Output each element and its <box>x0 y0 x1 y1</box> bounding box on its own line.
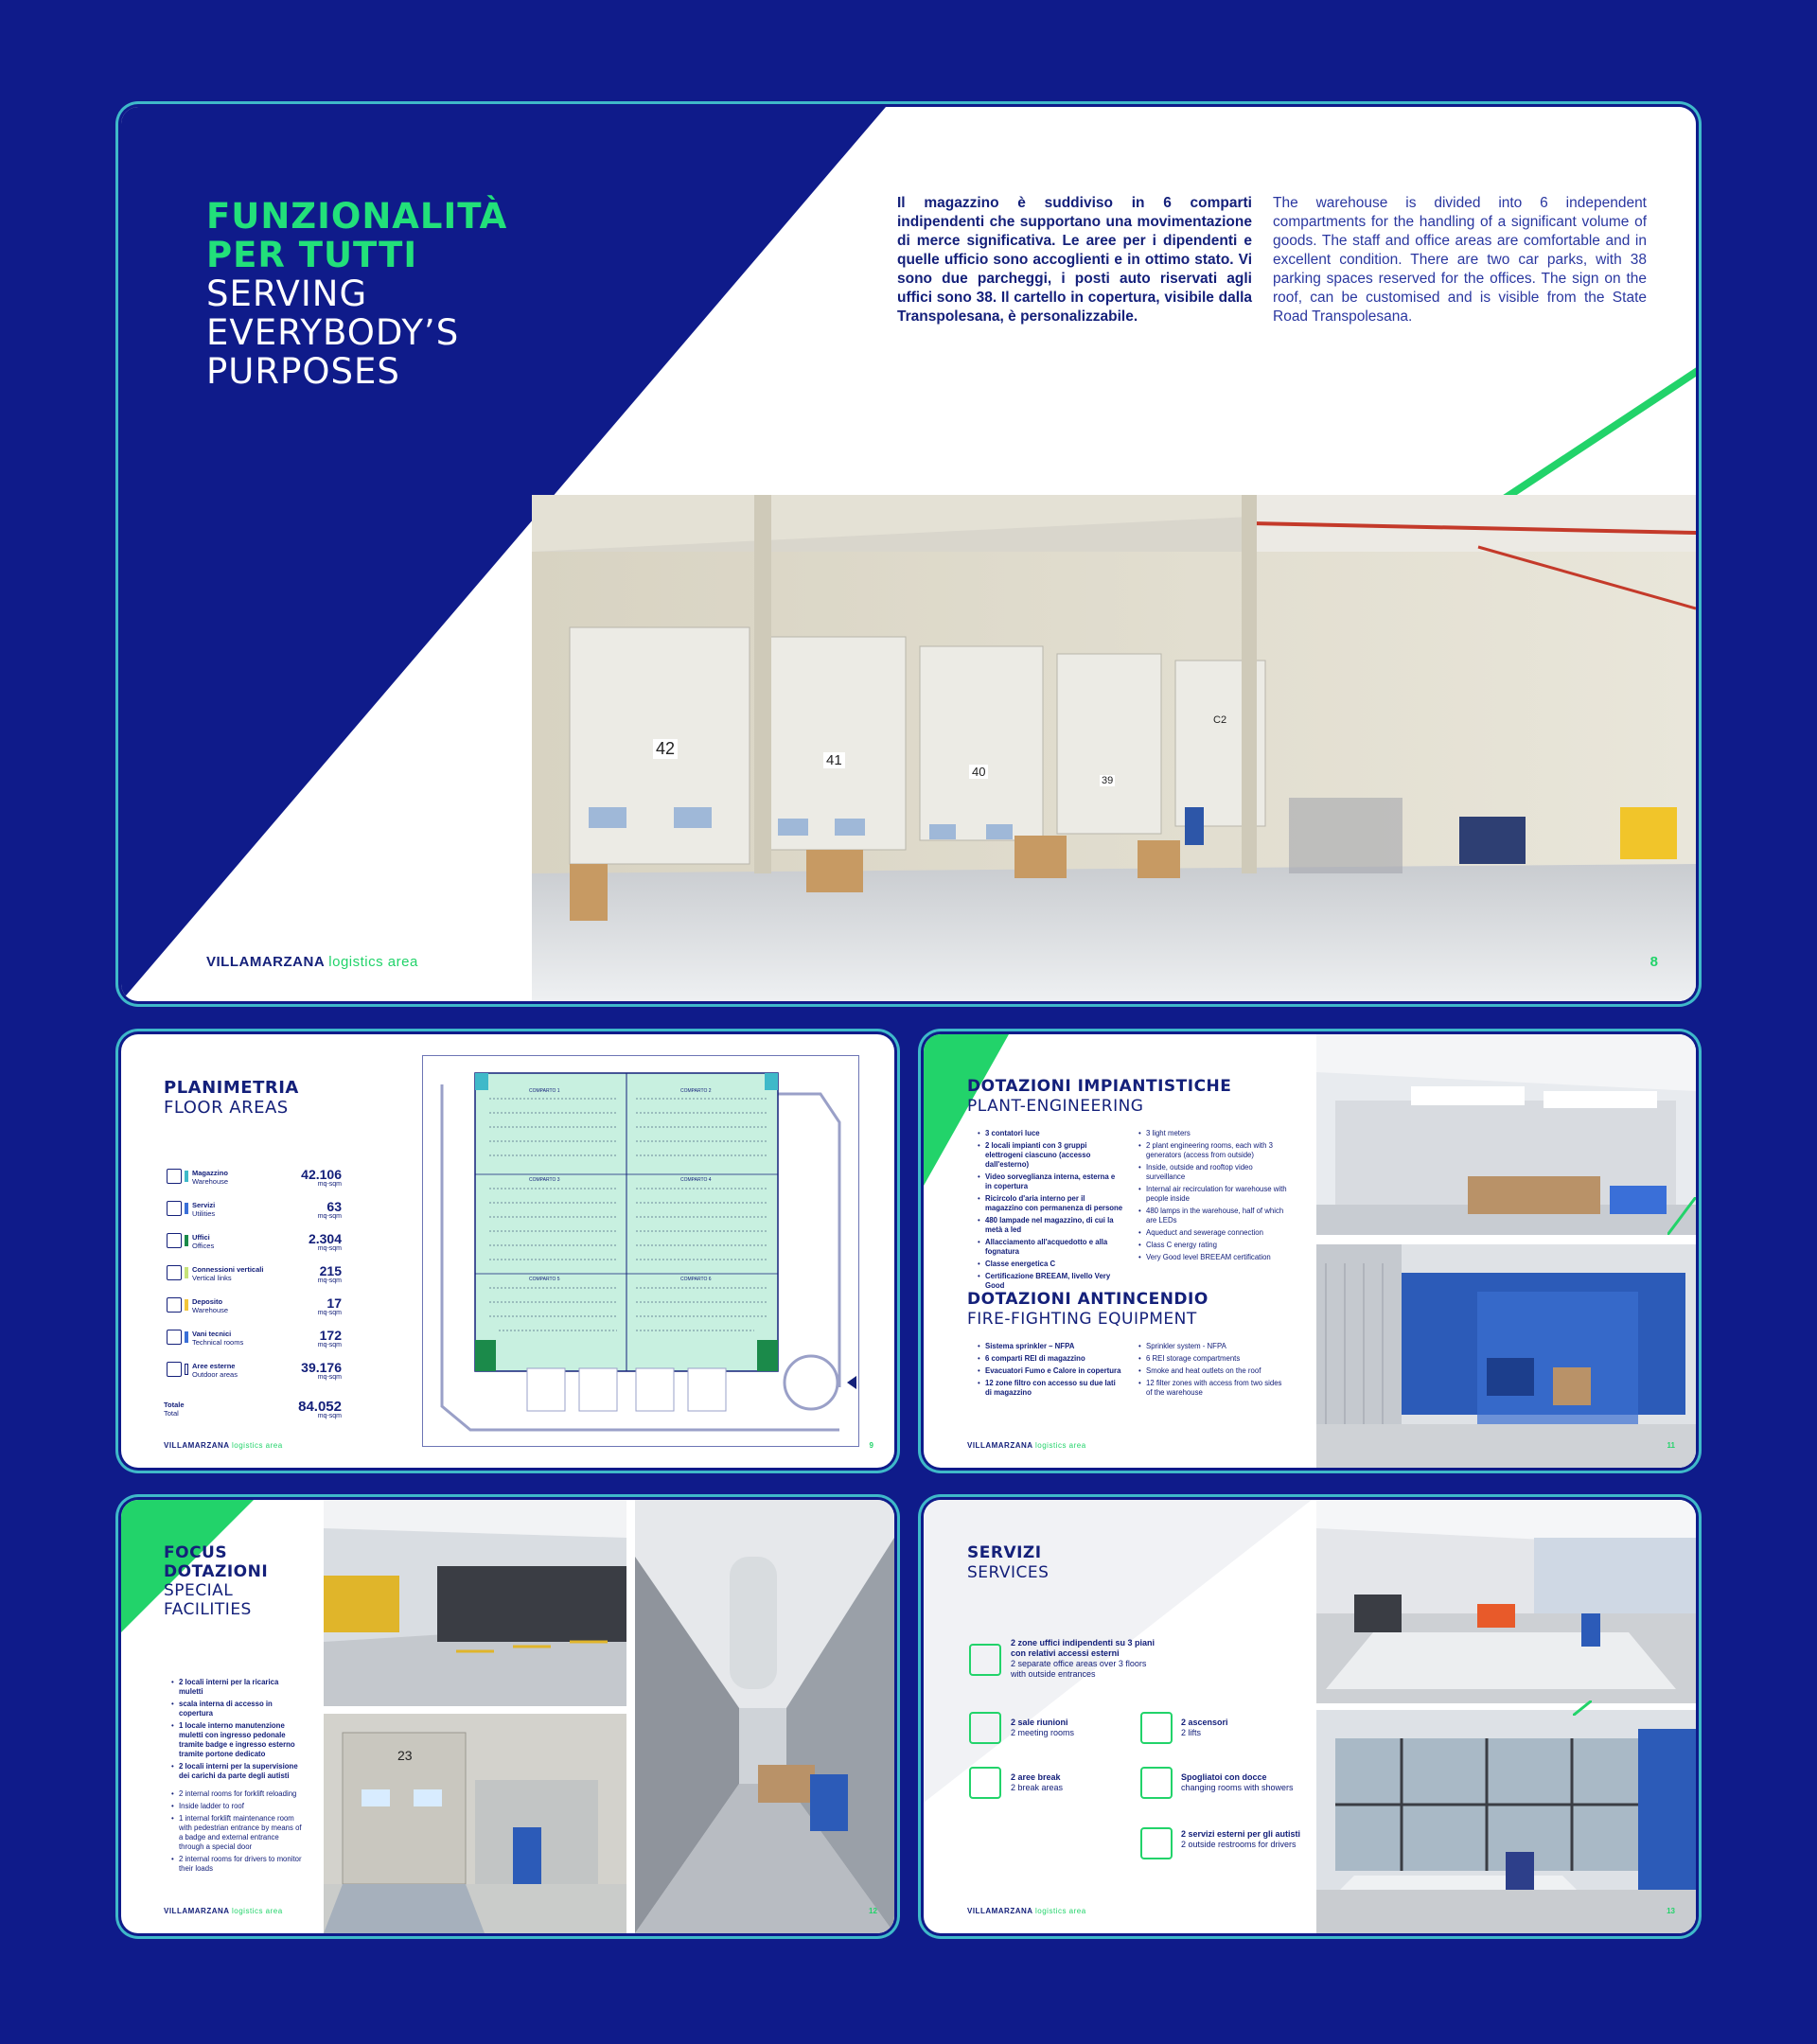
area-row <box>167 1231 342 1256</box>
fire-list-en: • Sprinkler system - NFPA • 6 REI storage compartments • Smoke and heat outlets on the roof • 12 filter zones with access from two sides of the warehouse <box>1138 1342 1289 1401</box>
page-13-brand: VILLAMARZANA logistics area <box>967 1907 1086 1915</box>
facilities-list-it: • 2 locali interni per la ricarica muletti • scala interna di accesso in copertura • 1 locale interno manutenzione muletti con ingresso pedonale tramite badge e ingresso esterno tramite portone dedicato • 2 locali interni per la supervisione dei carichi da parte degli autisti <box>170 1678 303 1784</box>
title-it-line-2: PER TUTTI <box>206 235 418 275</box>
compartment-label: COMPARTO 2 <box>680 1088 712 1094</box>
area-value: 17 <box>326 1295 342 1311</box>
dock-number-39: 39 <box>1102 775 1114 786</box>
page-13-card <box>924 1500 1696 1933</box>
elevator-icon <box>167 1265 182 1280</box>
page-13-number: 13 <box>1667 1907 1675 1915</box>
service-item: 2 aree break 2 break areas <box>1011 1772 1064 1792</box>
area-row <box>167 1199 342 1224</box>
area-swatch <box>185 1203 188 1214</box>
area-label: Deposito Warehouse <box>192 1297 229 1314</box>
area-swatch <box>185 1267 188 1278</box>
brand-name: VILLAMARZANA <box>206 954 325 970</box>
area-value: 63 <box>326 1199 342 1214</box>
page-13-title: SERVIZI SERVICES <box>967 1543 1050 1582</box>
page-8-title <box>206 197 507 391</box>
page-12-number: 12 <box>869 1907 877 1915</box>
desk-icon <box>969 1644 1001 1676</box>
page-11-card <box>924 1034 1696 1468</box>
storage-icon <box>167 1297 182 1313</box>
page-9-title <box>164 1078 299 1118</box>
meeting-icon <box>969 1712 1001 1744</box>
compartment-label: COMPARTO 5 <box>529 1277 560 1282</box>
title-en: FLOOR AREAS <box>164 1098 289 1118</box>
title-en-line-3: PURPOSES <box>206 351 400 392</box>
area-row <box>167 1167 342 1191</box>
area-swatch <box>185 1171 188 1182</box>
area-total-row <box>164 1399 342 1423</box>
area-unit: mq-sqm <box>317 1310 342 1316</box>
total-label: Totale Total <box>164 1401 185 1418</box>
page-8-brand <box>206 954 418 970</box>
area-label: Aree esterne Outdoor areas <box>192 1362 238 1379</box>
title-it: PLANIMETRIA <box>164 1078 299 1098</box>
plant-list-it: • 3 contatori luce • 2 locali impianti con 3 gruppi elettrogeni ciascuno (accesso dall'esterno) • Video sorveglianza interna, esterna e in copertura • Ricircolo d'aria interno per il magazzino con permanenza di persone • 480 lampade nel magazzino, di cui la metà a led • Allacciamento all'acquedotto e alla fognatura • Classe energetica C • Certificazione BREEAM, livello Very Good <box>977 1129 1123 1294</box>
page-12-card <box>121 1500 894 1933</box>
dock-number-41: 41 <box>823 752 845 768</box>
page-8-text-it: Il magazzino è suddiviso in 6 comparti indipendenti che supportano una movimentazione di merce significativa. Le aree per i dipendenti e quelle ufficio sono accoglienti e in ottimo stato. Vi sono due parcheggi, i posti auto riservati agli uffici sono 38. Il cartello in copertura, visibile dalla Transpolesana, è personalizzabile. <box>897 195 1252 325</box>
service-item: 2 sale riunioni 2 meeting rooms <box>1011 1718 1075 1737</box>
page-8-number: 8 <box>1649 954 1658 970</box>
area-label: Servizi Utilities <box>192 1201 216 1218</box>
compartment-label: COMPARTO 1 <box>529 1088 560 1094</box>
plant-list-en: • 3 light meters • 2 plant engineering rooms, each with 3 generators (access from outside) • Inside, outside and rooftop video surveillance • Internal air recirculation for warehouse with people inside • 480 lamps in the warehouse, half of which are LEDs • Aqueduct and sewerage connection • Class C energy rating • Very Good level BREEAM certification <box>1138 1129 1289 1265</box>
title-it-line-1: FUNZIONALITÀ <box>206 196 508 237</box>
lift-icon <box>1140 1712 1173 1744</box>
compartment-label: COMPARTO 6 <box>680 1277 712 1282</box>
page-11-accent-line <box>1667 1197 1696 1235</box>
page-9-number: 9 <box>869 1441 873 1450</box>
area-swatch <box>185 1364 188 1375</box>
area-value: 39.176 <box>301 1360 342 1375</box>
wc-icon <box>167 1201 182 1216</box>
dock-door-photo <box>324 1714 626 1933</box>
page-9-card <box>121 1034 894 1468</box>
area-unit: mq-sqm <box>317 1374 342 1381</box>
total-value: 84.052 <box>298 1399 342 1415</box>
area-unit: mq-sqm <box>317 1245 342 1252</box>
area-unit: mq-sqm <box>317 1213 342 1220</box>
area-label: Uffici Offices <box>192 1233 215 1250</box>
area-unit: mq-sqm <box>317 1181 342 1188</box>
wc-icon <box>1140 1827 1173 1859</box>
service-item: 2 servizi esterni per gli autisti 2 outside restrooms for drivers <box>1181 1829 1301 1849</box>
office-photo <box>1316 1500 1696 1703</box>
tools-icon <box>167 1330 182 1345</box>
service-item: 2 ascensori 2 lifts <box>1181 1718 1228 1737</box>
dock-number-40: 40 <box>969 765 988 779</box>
warehouse-icon <box>167 1169 182 1184</box>
meeting-room-photo <box>1316 1710 1696 1933</box>
plant-room-photo <box>1316 1034 1696 1235</box>
area-row <box>167 1360 342 1384</box>
dock-number-23: 23 <box>397 1748 413 1763</box>
title-en-line-2: EVERYBODY’S <box>206 312 460 353</box>
title-en-line-1: SERVING <box>206 273 368 314</box>
coffee-icon <box>969 1767 1001 1799</box>
page-12-title: FOCUS DOTAZIONI SPECIAL FACILITIES <box>164 1543 269 1619</box>
compartment-label: COMPARTO 4 <box>680 1177 712 1183</box>
fire-list-it: • Sistema sprinkler – NFPA • 6 comparti REI di magazzino • Evacuatori Fumo e Calore in copertura • 12 zone filtro con accesso su due lati di magazzino <box>977 1342 1123 1401</box>
compartment-label: COMPARTO 3 <box>529 1177 560 1183</box>
page-8-text-en: The warehouse is divided into 6 independent compartments for the handling of a significant volume of goods. The staff and office areas are comfortable and in excellent condition. There are two car parks, with 38 parking spaces reserved for the offices. The sign on the roof, can be customised and is visible from the State Road Transpolesana. <box>1273 195 1647 325</box>
forklift-charging-photo <box>324 1500 626 1706</box>
racking-aisle-photo <box>635 1500 894 1933</box>
page-11-number: 11 <box>1667 1441 1675 1450</box>
area-swatch <box>185 1235 188 1246</box>
area-swatch <box>185 1331 188 1343</box>
loading-dock-photo <box>532 495 1696 1001</box>
area-unit: mq-sqm <box>317 1278 342 1284</box>
service-item: 2 zone uffici indipendenti su 3 piani con relativi accessi esterni 2 separate office areas over 3 floors with outside entrances <box>1011 1638 1155 1679</box>
area-row <box>167 1263 342 1288</box>
floor-plan <box>422 1055 859 1447</box>
rack-rows <box>423 1056 858 1446</box>
area-label: Magazzino Warehouse <box>192 1169 229 1186</box>
page-13-accent-line <box>1573 1700 1592 1716</box>
area-unit: mq-sqm <box>317 1342 342 1348</box>
page-11-brand: VILLAMARZANA logistics area <box>967 1441 1086 1450</box>
area-label: Vani tecnici Technical rooms <box>192 1330 244 1347</box>
area-swatch <box>185 1299 188 1311</box>
fire-door-photo <box>1316 1244 1696 1468</box>
area-value: 42.106 <box>301 1167 342 1182</box>
area-value: 215 <box>319 1263 342 1278</box>
facilities-list-en: • 2 internal rooms for forklift reloading • Inside ladder to roof • 1 internal forklift maintenance room with pedestrian entrance by means of a badge and external entrance through a special door • 2 internal rooms for drivers to monitor their loads <box>170 1789 303 1877</box>
total-unit: mq-sqm <box>317 1413 342 1419</box>
dock-number-c2: C2 <box>1213 714 1227 726</box>
area-row <box>167 1328 342 1352</box>
area-label: Connessioni verticali Vertical links <box>192 1265 264 1282</box>
parking-icon <box>167 1362 182 1377</box>
dock-number-42: 42 <box>653 739 678 759</box>
shower-icon <box>1140 1767 1173 1799</box>
office-icon <box>167 1233 182 1248</box>
fire-title: DOTAZIONI ANTINCENDIO FIRE-FIGHTING EQUIPMENT <box>967 1290 1208 1329</box>
page-12-brand: VILLAMARZANA logistics area <box>164 1907 283 1915</box>
area-value: 172 <box>319 1328 342 1343</box>
service-item: Spogliatoi con docce changing rooms with showers <box>1181 1772 1294 1792</box>
plant-title: DOTAZIONI IMPIANTISTICHE PLANT-ENGINEERING <box>967 1077 1232 1116</box>
area-value: 2.304 <box>308 1231 342 1246</box>
page-9-brand: VILLAMARZANA logistics area <box>164 1441 283 1450</box>
brand-suffix: logistics area <box>328 954 418 970</box>
area-row <box>167 1295 342 1320</box>
page-8-card <box>121 107 1696 1001</box>
